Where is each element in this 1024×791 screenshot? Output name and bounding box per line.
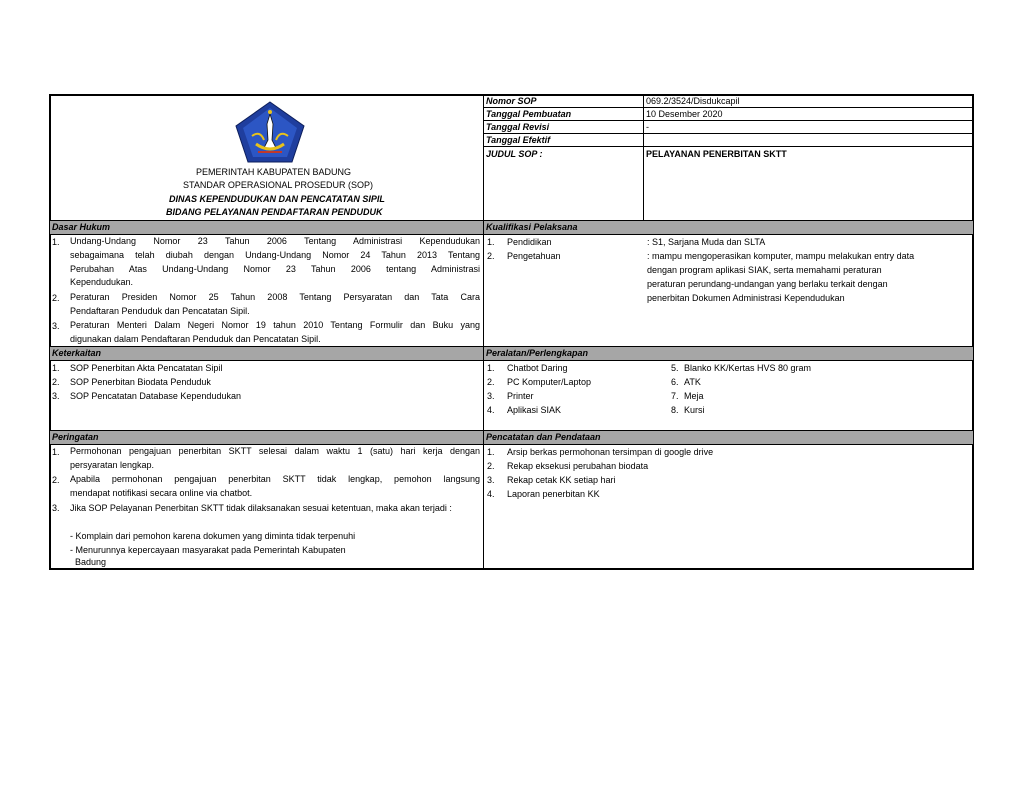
pencatatan-item-4: Laporan penerbitan KK (507, 489, 600, 499)
pencatatan-num-2: 2. (487, 461, 495, 471)
kualifikasi-label-1: Pendidikan (507, 237, 552, 247)
dasar-hukum-item-3-line-2: digunakan dalam Pendaftaran Penduduk dan Pencatatan Sipil. (70, 333, 321, 344)
pencatatan-title: Pencatatan dan Pendataan (486, 432, 601, 442)
dasar-hukum-item-1-line-3: Perubahan Atas Undang-Undang Nomor 23 Tahun 2006 tentang Administrasi (70, 263, 480, 274)
peringatan-num-1: 1. (52, 447, 60, 457)
kualifikasi-num-2: 2. (487, 251, 495, 261)
keterkaitan-item-1: SOP Penerbitan Akta Pencatatan Sipil (70, 363, 223, 373)
peringatan-item-1-line-1: Permohonan pengajuan penerbitan SKTT selesai dalam waktu 1 (satu) hari kerja dengan (70, 446, 480, 456)
info-col-divider (643, 94, 644, 220)
dasar-hukum-num-1: 1. (52, 237, 60, 247)
keterkaitan-num-3: 3. (52, 391, 60, 401)
peralatan-item-2: PC Komputer/Laptop (507, 377, 592, 387)
kualifikasi-value-2-line-1: : mampu mengoperasikan komputer, mampu melakukan entry data (647, 251, 915, 261)
tanggal-revisi-value: - (646, 122, 649, 132)
frame-right (972, 94, 974, 570)
dasar-hukum-item-2-line-2: Pendaftaran Penduduk dan Pencatatan Sipil. (70, 305, 250, 316)
kualifikasi-header (484, 221, 973, 234)
info-row-2 (483, 120, 973, 121)
org-line-4: BIDANG PELAYANAN PENDAFTARAN PENDUDUK (166, 207, 383, 217)
dasar-hukum-item-1 (70, 235, 480, 290)
keterkaitan-title: Keterkaitan (52, 348, 102, 358)
peralatan-item-6: ATK (684, 377, 701, 387)
peralatan-num-8: 8. (671, 405, 679, 415)
peralatan-num-4: 4. (487, 405, 495, 415)
tanggal-pembuatan-label: Tanggal Pembuatan (486, 109, 572, 119)
org-line-2: STANDAR OPERASIONAL PROSEDUR (SOP) (183, 180, 374, 190)
dasar-hukum-item-3-line-1: Peraturan Menteri Dalam Negeri Nomor 19 tahun 2010 Tentang Formulir dan Buku yang (70, 320, 480, 330)
peralatan-title: Peralatan/Perlengkapan (486, 348, 589, 358)
dasar-hukum-item-1-line-4: Kependudukan. (70, 277, 134, 288)
tanggal-revisi-label: Tanggal Revisi (486, 122, 550, 132)
badung-regency-emblem-icon (234, 100, 306, 164)
peralatan-item-5: Blanko KK/Kertas HVS 80 gram (684, 363, 812, 373)
nomor-sop-value: 069.2/3524/Disdukcapil (646, 96, 740, 106)
peralatan-num-7: 7. (671, 391, 679, 401)
peralatan-item-4: Aplikasi SIAK (507, 405, 562, 415)
peringatan-item-2-line-1: Apabila permohonan pengajuan penerbitan SKTT tidak lengkap, pemohon langsung (70, 474, 480, 484)
peringatan-num-2: 2. (52, 475, 60, 485)
keterkaitan-header (50, 347, 483, 360)
kualifikasi-value-1: : S1, Sarjana Muda dan SLTA (647, 237, 766, 247)
kualifikasi-num-1: 1. (487, 237, 495, 247)
pencatatan-num-4: 4. (487, 489, 495, 499)
info-row-3 (483, 133, 973, 134)
peringatan-header (50, 431, 483, 444)
pencatatan-item-1: Arsip berkas permohonan tersimpan di google drive (507, 447, 714, 457)
peringatan-consequence-3: Badung (70, 557, 107, 567)
frame-left (49, 94, 51, 570)
peralatan-num-3: 3. (487, 391, 495, 401)
tanggal-pembuatan-value: 10 Desember 2020 (646, 109, 723, 119)
dasar-hukum-item-2 (70, 291, 480, 319)
org-line-3: DINAS KEPENDUDUKAN DAN PENCATATAN SIPIL (169, 194, 385, 204)
judul-sop-value: PELAYANAN PENERBITAN SKTT (646, 149, 787, 159)
info-row-1 (483, 107, 973, 108)
peringatan-item-2 (70, 473, 480, 501)
info-row-4 (483, 146, 973, 147)
peralatan-item-1: Chatbot Daring (507, 363, 568, 373)
peringatan-item-2-line-2: mendapat notifikasi secara online via chatbot. (70, 487, 253, 498)
pencatatan-num-3: 3. (487, 475, 495, 485)
frame-middle (483, 94, 484, 570)
pencatatan-item-3: Rekap cetak KK setiap hari (507, 475, 616, 485)
peringatan-title: Peringatan (52, 432, 99, 442)
judul-sop-label: JUDUL SOP : (486, 149, 543, 159)
logo (234, 100, 306, 164)
tanggal-efektif-label: Tanggal Efektif (486, 135, 551, 145)
kualifikasi-value-2-line-2: dengan program aplikasi SIAK, serta memahami peraturan (647, 265, 882, 275)
peringatan-consequence-2: - Menurunnya kepercayaan masyarakat pada Pemerintah Kabupaten (70, 545, 346, 555)
dasar-hukum-item-1-line-2: sebagaimana telah diubah dengan Undang-Undang Nomor 24 Tahun 2013 Tentang (70, 249, 480, 260)
peringatan-consequence-1: - Komplain dari pemohon karena dokumen yang diminta tidak terpenuhi (70, 531, 356, 541)
keterkaitan-item-3: SOP Pencatatan Database Kependudukan (70, 391, 241, 401)
dasar-hukum-item-2-line-1: Peraturan Presiden Nomor 25 Tahun 2008 Tentang Persyaratan dan Tata Cara (70, 292, 480, 302)
keterkaitan-num-2: 2. (52, 377, 60, 387)
peralatan-num-1: 1. (487, 363, 495, 373)
nomor-sop-label: Nomor SOP (486, 96, 537, 106)
kualifikasi-label-2: Pengetahuan (507, 251, 561, 261)
dasar-hukum-header (50, 221, 483, 234)
org-line-1: PEMERINTAH KABUPATEN BADUNG (196, 167, 352, 177)
peringatan-item-1 (70, 445, 480, 473)
peralatan-num-2: 2. (487, 377, 495, 387)
peralatan-item-8: Kursi (684, 405, 705, 415)
keterkaitan-item-2: SOP Penerbitan Biodata Penduduk (70, 377, 211, 387)
dasar-hukum-item-3 (70, 319, 480, 347)
kualifikasi-value-2-line-3: peraturan perundang-undangan yang berlaku terkait dengan (647, 279, 888, 289)
peralatan-num-6: 6. (671, 377, 679, 387)
peralatan-item-7: Meja (684, 391, 704, 401)
peralatan-num-5: 5. (671, 363, 679, 373)
keterkaitan-num-1: 1. (52, 363, 60, 373)
dasar-hukum-num-2: 2. (52, 293, 60, 303)
dasar-hukum-item-1-line-1: Undang-Undang Nomor 23 Tahun 2006 Tentang Administrasi Kependudukan (70, 236, 480, 246)
peralatan-header (484, 347, 973, 360)
pencatatan-header (484, 431, 973, 444)
peringatan-item-1-line-2: persyaratan lengkap. (70, 459, 155, 470)
peringatan-item-3: Jika SOP Pelayanan Penerbitan SKTT tidak dilaksanakan sesuai ketentuan, maka akan terjadi : (70, 503, 452, 513)
dasar-hukum-num-3: 3. (52, 321, 60, 331)
peringatan-num-3: 3. (52, 503, 60, 513)
dasar-hukum-title: Dasar Hukum (52, 222, 111, 232)
pencatatan-item-2: Rekap eksekusi perubahan biodata (507, 461, 649, 471)
section-2-bar-bottom (49, 360, 974, 361)
frame-bottom (49, 568, 974, 570)
kualifikasi-value-2-line-4: penerbitan Dokumen Administrasi Kependudukan (647, 293, 845, 303)
pencatatan-num-1: 1. (487, 447, 495, 457)
kualifikasi-title: Kualifikasi Pelaksana (486, 222, 578, 232)
peralatan-item-3: Printer (507, 391, 534, 401)
